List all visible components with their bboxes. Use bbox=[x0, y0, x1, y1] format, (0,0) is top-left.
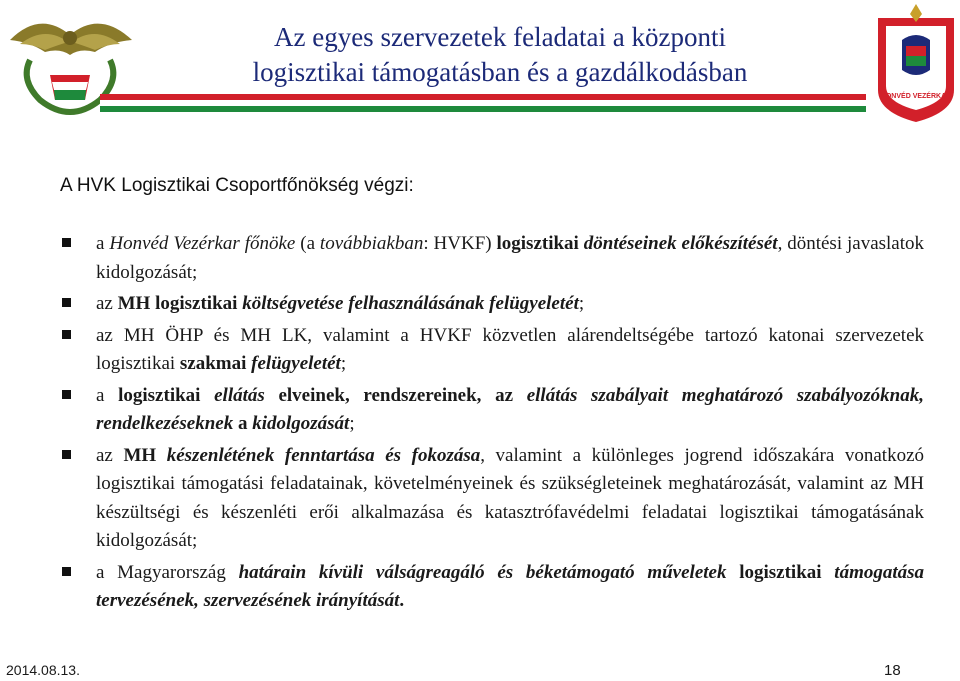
text-segment: , döntési javaslatok kidolgozását; bbox=[96, 233, 925, 283]
text-segment: döntéseinek előkészítését bbox=[583, 233, 778, 254]
text-segment bbox=[726, 562, 739, 583]
square-bullet-icon bbox=[62, 238, 71, 247]
text-segment: készenlétének fenntartása és fokozása bbox=[166, 444, 481, 466]
text-segment: elveinek, rendszereinek, az bbox=[264, 384, 527, 406]
square-bullet-icon bbox=[62, 298, 71, 307]
text-segment: . bbox=[399, 590, 405, 611]
list-item-text bbox=[96, 382, 924, 439]
text-segment: ellátás bbox=[214, 384, 265, 406]
text-segment: költségvetése felhasználásának felügyeletét bbox=[242, 293, 579, 314]
square-bullet-icon bbox=[62, 330, 71, 339]
flag-stripe-green bbox=[100, 106, 866, 112]
text-segment bbox=[156, 445, 167, 466]
text-segment: a bbox=[96, 384, 119, 406]
text-segment: továbbiakban bbox=[319, 233, 424, 254]
text-segment: kidolgozását bbox=[252, 413, 350, 434]
text-segment: MH bbox=[123, 444, 157, 466]
square-bullet-icon bbox=[62, 450, 71, 459]
title-line-1: Az egyes szervezetek feladatai a központi bbox=[273, 22, 726, 52]
text-segment: felügyeletét bbox=[251, 353, 341, 374]
shield-logo-text: HONVÉD VEZÉRKAR bbox=[880, 93, 952, 100]
text-segment bbox=[822, 562, 835, 583]
text-segment: támogatása tervezésének, szervezésének irányítását bbox=[96, 561, 925, 611]
text-segment: Honvéd Vezérkar főnöke bbox=[109, 233, 296, 254]
title-line-2: logisztikai támogatásban és a gazdálkodásban bbox=[252, 57, 748, 87]
text-segment: az bbox=[96, 293, 118, 314]
list-item bbox=[62, 442, 924, 556]
bullet-list bbox=[62, 230, 924, 619]
text-segment: az MH ÖHP és MH LK, valamint a HVKF közvetlen alárendeltségébe tartozó katonai szervezetek logisztikai bbox=[96, 324, 924, 374]
text-segment: a Magyarország bbox=[96, 561, 239, 583]
text-segment: a bbox=[233, 413, 253, 434]
text-segment: az bbox=[96, 444, 124, 466]
page-number: 18 bbox=[884, 662, 901, 679]
footer-date: 2014.08.13. bbox=[6, 662, 80, 678]
list-item bbox=[62, 322, 924, 379]
text-segment: : HVKF) bbox=[423, 233, 497, 254]
page-title bbox=[150, 20, 850, 90]
square-bullet-icon bbox=[62, 567, 71, 576]
list-item-text bbox=[96, 290, 924, 319]
list-item-text bbox=[96, 442, 924, 556]
text-segment: (a bbox=[295, 233, 320, 254]
list-item bbox=[62, 230, 924, 287]
list-item-text bbox=[96, 230, 924, 287]
text-segment: a bbox=[96, 233, 110, 254]
slide-header bbox=[0, 0, 960, 130]
list-item-text bbox=[96, 322, 924, 379]
text-segment: logisztikai bbox=[118, 384, 201, 406]
section-heading: A HVK Logisztikai Csoportfőnökség végzi: bbox=[60, 175, 414, 196]
text-segment: logisztikai bbox=[739, 561, 822, 583]
text-segment: , valamint a különleges jogrend időszakára vonatkozó logisztikai támogatási feladatainak, követelményeinek és szükségleteinek meghatározását, valamint az MH készültségi és készenléti erői alkalmazása és katasztrófavédelmi feladatai logisztikai támogatásának kidolgozását; bbox=[96, 444, 924, 551]
list-item bbox=[62, 290, 924, 319]
text-segment bbox=[200, 385, 214, 406]
text-segment: ; bbox=[578, 293, 585, 314]
text-segment: szakmai bbox=[179, 353, 247, 374]
list-item bbox=[62, 559, 924, 616]
square-bullet-icon bbox=[62, 390, 71, 399]
list-item bbox=[62, 382, 924, 439]
text-segment: ellátás szabályait meghatározó szabályozóknak, rendelkezéseknek bbox=[96, 384, 924, 434]
text-segment: határain kívüli válságreagáló és béketámogató műveletek bbox=[238, 561, 727, 583]
honved-vezerkar-shield-logo bbox=[872, 0, 960, 124]
text-segment: MH logisztikai bbox=[117, 293, 238, 314]
text-segment: ; bbox=[349, 413, 355, 434]
text-segment: logisztikai bbox=[496, 233, 579, 254]
list-item-text bbox=[96, 559, 924, 616]
text-segment: ; bbox=[340, 353, 347, 374]
